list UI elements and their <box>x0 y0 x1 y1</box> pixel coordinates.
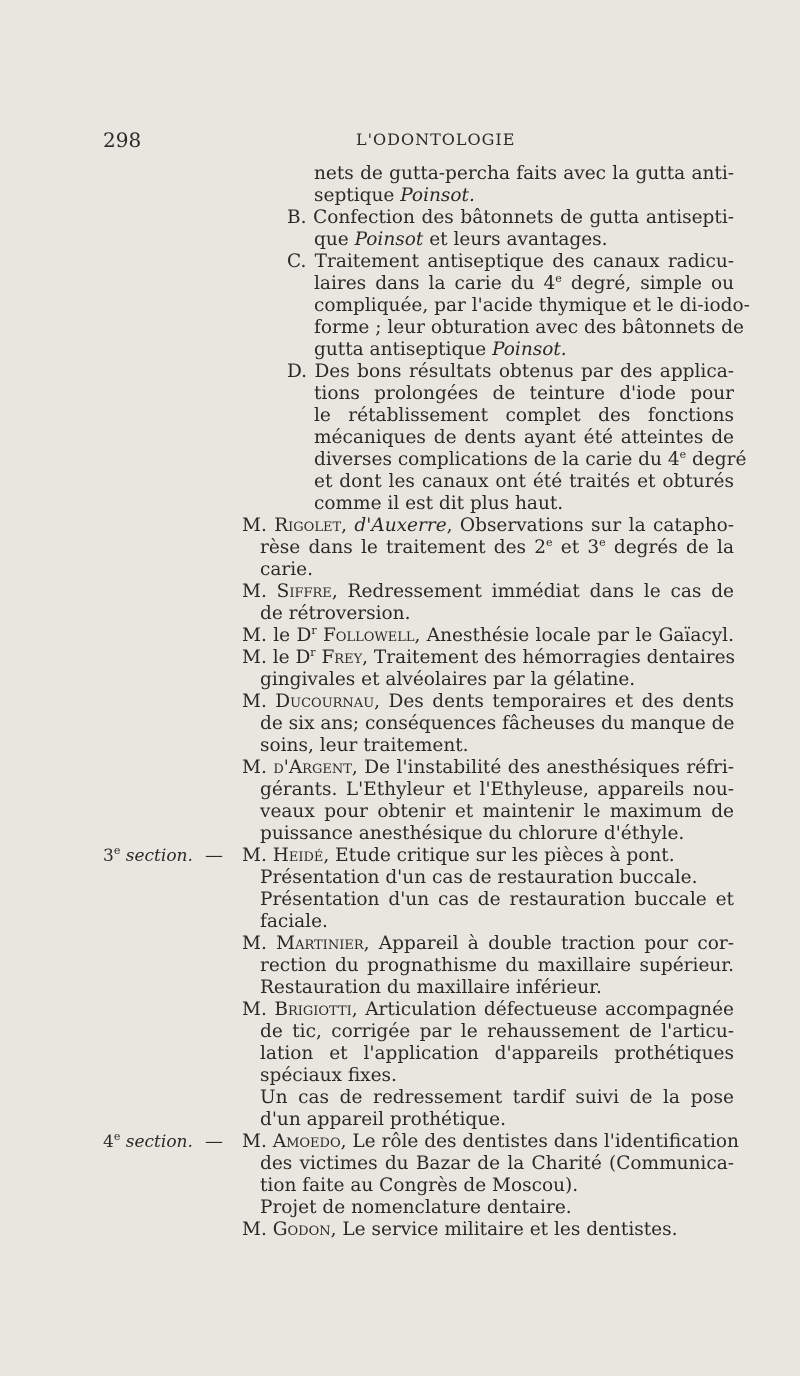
text-run: des victimes du Bazar de la Charité (Communica- <box>260 1153 734 1174</box>
text-line <box>242 647 735 669</box>
text-line <box>314 163 734 185</box>
text-run: carie. <box>260 559 313 580</box>
text-run: M. <box>242 845 273 866</box>
text-line <box>260 1109 506 1131</box>
text-run: d'Auxerre <box>354 515 447 536</box>
text-run: de rétroversion. <box>260 603 411 624</box>
text-run: M. <box>242 933 277 954</box>
text-line <box>260 1175 578 1197</box>
text-run: Followell <box>322 625 415 646</box>
text-line <box>314 317 744 339</box>
text-run: M. le D <box>242 647 311 668</box>
text-run: Projet de nomenclature dentaire. <box>260 1197 572 1218</box>
text-run: tions prolongées de teinture d'iode pour <box>314 383 734 404</box>
text-run: Brigiotti <box>274 999 352 1020</box>
text-run: M. <box>242 691 276 712</box>
text-run: M. <box>242 1131 273 1152</box>
text-line <box>314 295 750 317</box>
text-line <box>242 933 734 955</box>
section-number: 3 <box>103 846 114 866</box>
section-number-suffix: e <box>113 844 121 857</box>
text-run: degré <box>686 449 747 470</box>
text-run: veaux pour obtenir et maintenir le maximum de <box>260 801 734 822</box>
text-line <box>260 779 734 801</box>
text-run: , Le service militaire et les dentistes. <box>330 1219 678 1240</box>
text-run: r <box>311 624 317 637</box>
text-run: le rétablissement complet des fonctions <box>314 405 734 426</box>
text-line <box>242 581 734 603</box>
text-line <box>287 361 734 383</box>
text-run: Godon <box>272 1219 331 1240</box>
text-line <box>260 1197 572 1219</box>
text-line <box>314 471 734 493</box>
text-run: de tic, corrigée par le rehaussement de l'articu- <box>260 1021 734 1042</box>
text-line <box>260 823 684 845</box>
text-line <box>314 229 608 251</box>
text-run: septique <box>314 185 401 206</box>
text-run: et dont les canaux ont été traités et obturés <box>314 471 734 492</box>
text-run: , Traitement des hémorragies dentaires <box>362 647 736 668</box>
text-run: D. Des bons résultats obtenus par des applica- <box>287 361 734 382</box>
text-run: degrés de la <box>605 537 734 558</box>
text-line <box>260 669 635 691</box>
text-run: M. le D <box>242 625 312 646</box>
text-line <box>260 889 734 911</box>
text-run: tion faite au Congrès de Moscou). <box>260 1175 579 1196</box>
text-line <box>242 845 675 867</box>
text-line <box>314 493 563 515</box>
text-line <box>260 713 734 735</box>
text-run: Martinier <box>276 933 364 954</box>
text-run: gutta antiseptique <box>314 339 493 360</box>
text-run: d'un appareil prothétique. <box>260 1109 506 1130</box>
text-line <box>314 449 746 471</box>
text-run: Rigolet <box>274 515 342 536</box>
text-line <box>314 339 567 361</box>
text-run: rection du prognathisme du maxillaire supérieur. <box>260 955 734 976</box>
text-run: C. Traitement antiseptique des canaux radicu- <box>287 251 734 272</box>
text-run: degré, simple ou <box>561 273 735 294</box>
text-line <box>242 691 734 713</box>
text-run: laires dans la carie du 4 <box>314 273 556 294</box>
text-line <box>242 999 734 1021</box>
text-line <box>260 1087 734 1109</box>
text-line <box>260 1043 734 1065</box>
text-run: Heidé <box>272 845 324 866</box>
em-dash: — <box>205 845 223 866</box>
text-run: mécaniques de dents ayant été atteintes de <box>314 427 734 448</box>
text-run: , Observations sur la catapho- <box>446 515 734 536</box>
text-line <box>260 867 698 889</box>
text-run: e <box>555 272 562 285</box>
section-word: section. <box>125 846 193 866</box>
text-run: , Etude critique sur les pièces à pont. <box>323 845 675 866</box>
text-line <box>314 185 475 207</box>
text-run: B. Confection des bâtonnets de gutta antisepti- <box>287 207 734 228</box>
text-run: Un cas de redressement tardif suivi de la pose <box>260 1087 734 1108</box>
text-run: gérants. L'Ethyleur et l'Ethyleuse, appareils nou- <box>260 779 734 800</box>
text-run: e <box>546 536 553 549</box>
text-line <box>314 427 734 449</box>
section-label <box>103 1132 193 1152</box>
text-run: r <box>310 646 316 659</box>
text-line <box>260 559 313 581</box>
text-line <box>260 603 410 625</box>
text-run: M. <box>242 1219 273 1240</box>
text-run: et leurs avantages. <box>423 229 608 250</box>
text-run: soins, leur traitement. <box>260 735 469 756</box>
text-run: , Anesthésie locale par le Gaïacyl. <box>414 625 734 646</box>
text-line <box>260 1153 734 1175</box>
text-line <box>242 1131 739 1153</box>
text-line <box>260 735 469 757</box>
text-run: nets de gutta-percha faits avec la gutta anti- <box>314 163 734 184</box>
text-run: Siffre <box>276 581 332 602</box>
text-line <box>260 955 734 977</box>
text-line <box>242 1219 678 1241</box>
section-label <box>103 846 193 866</box>
text-line <box>242 757 734 779</box>
text-run: de six ans; conséquences fâcheuses du manque de <box>260 713 735 734</box>
text-run: rèse dans le traitement des 2 <box>260 537 547 558</box>
text-run: diverses complications de la carie du 4 <box>314 449 680 470</box>
text-run: , Appareil à double traction pour cor- <box>363 933 734 954</box>
text-run: forme ; leur obturation avec des bâtonnets de <box>314 317 744 338</box>
text-run: , Des dents temporaires et des dents <box>374 691 734 712</box>
text-run: Présentation d'un cas de restauration buccale. <box>260 867 698 888</box>
text-run: M. <box>242 757 274 778</box>
text-line <box>314 405 734 427</box>
text-run: spéciaux fixes. <box>260 1065 397 1086</box>
text-run: , De l'instabilité des anesthésiques réfri- <box>351 757 734 778</box>
section-word: section. <box>125 1132 193 1152</box>
text-run: puissance anesthésique du chlorure d'éthyle. <box>260 823 685 844</box>
text-run: M. <box>242 515 275 536</box>
text-run: d'Argent <box>273 757 352 778</box>
text-run: e <box>599 536 606 549</box>
text-run: Présentation d'un cas de restauration buccale et <box>260 889 734 910</box>
text-line <box>260 1065 397 1087</box>
text-run: Frey <box>321 647 363 668</box>
text-line <box>260 911 328 933</box>
text-run: que <box>314 229 355 250</box>
text-run: Poinsot. <box>492 339 567 360</box>
text-line <box>242 515 734 537</box>
text-run: faciale. <box>260 911 328 932</box>
page-number: 298 <box>103 128 142 152</box>
text-run: compliquée, par l'acide thymique et le di-iodo- <box>314 295 750 316</box>
section-number: 4 <box>103 1132 114 1152</box>
text-run: , Le rôle des dentistes dans l'identification <box>340 1131 739 1152</box>
running-title: L'ODONTOLOGIE <box>356 130 516 149</box>
text-run: , <box>341 515 355 536</box>
text-run: Ducournau <box>275 691 375 712</box>
text-line <box>287 251 734 273</box>
text-line <box>260 801 734 823</box>
text-line <box>260 1021 734 1043</box>
text-run: Restauration du maxillaire inférieur. <box>260 977 602 998</box>
text-line <box>287 207 734 229</box>
text-line <box>242 625 734 647</box>
text-run: , Articulation défectueuse accompagnée <box>351 999 734 1020</box>
text-run: lation et l'application d'appareils prothétiques <box>260 1043 734 1064</box>
em-dash: — <box>205 1131 223 1152</box>
text-run: comme il est dit plus haut. <box>314 493 564 514</box>
section-number-suffix: e <box>113 1130 121 1143</box>
text-run: gingivales et alvéolaires par la gélatine. <box>260 669 636 690</box>
text-run: Amoedo <box>272 1131 341 1152</box>
text-run: e <box>679 448 687 461</box>
text-run: , Redressement immédiat dans le cas de <box>331 581 734 602</box>
text-line <box>260 537 734 559</box>
text-line <box>260 977 602 999</box>
text-line <box>314 273 734 295</box>
text-run: Poinsot <box>354 229 424 250</box>
text-run: Poinsot. <box>400 185 475 206</box>
text-line <box>314 383 734 405</box>
text-run: et 3 <box>552 537 600 558</box>
text-run: M. <box>242 999 275 1020</box>
text-run: M. <box>242 581 277 602</box>
